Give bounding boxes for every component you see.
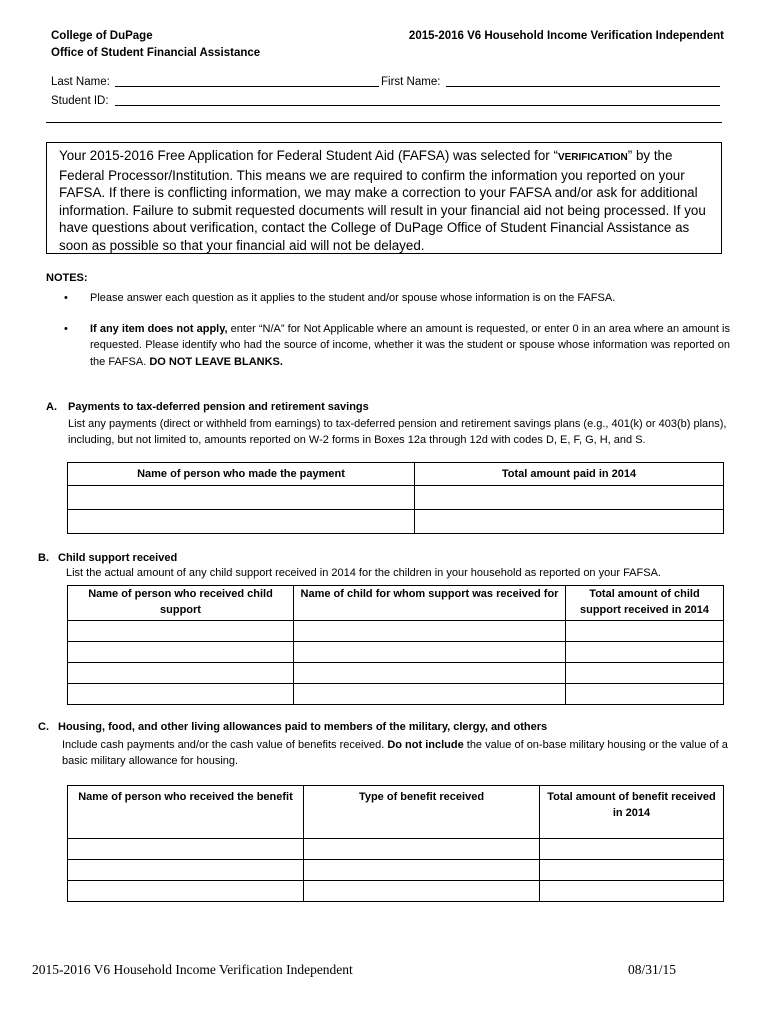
- section-a-description: List any payments (direct or withheld from earnings) to tax-deferred pension and retirement savings plans (e.g., 401(k) or 403(b) plans), including, but not limited to, amounts reported on W-2 forms in Boxes 12a through 12d with codes D, E, F, G, H, and S.: [68, 418, 727, 446]
- table-cell[interactable]: [68, 881, 304, 902]
- section-c-title: Housing, food, and other living allowances paid to members of the military, clergy, and others: [58, 721, 548, 733]
- table-cell[interactable]: [415, 486, 724, 510]
- section-c-letter: C.: [38, 721, 49, 733]
- verification-notice: Your 2015-2016 Free Application for Federal Student Aid (FAFSA) was selected for “VERIFICATION” by the Federal Processor/Institution. This means we are required to confirm the information you reported on your FAFSA. If there is conflicting information, we may make a correction to your FAFSA and/or ask for additional information. Failure to submit requested documents will result in your financial aid not being processed. If you have questions about verification, contact the College of DuPage Office of Student Financial Assistance as soon as possible so that your financial aid will not be delayed.: [46, 142, 722, 254]
- section-b-col-amount: Total amount of child support received in 2014: [566, 586, 724, 621]
- note-item: • If any item does not apply, enter “N/A” for Not Applicable where an amount is requested, or enter 0 in an area where an amount is requested. Please identify who had the source of income, whether it was the student or spouse whose information was reported on the FAFSA. DO NOT LEAVE BLANKS.: [64, 323, 730, 368]
- bullet-icon: •: [64, 323, 68, 335]
- table-cell[interactable]: [68, 486, 415, 510]
- table-cell[interactable]: [566, 621, 724, 642]
- table-cell[interactable]: [566, 663, 724, 684]
- table-cell[interactable]: [540, 839, 724, 860]
- table-cell[interactable]: [540, 881, 724, 902]
- bullet-icon: •: [64, 292, 68, 304]
- section-c-col-type: Type of benefit received: [304, 786, 540, 839]
- table-cell[interactable]: [304, 881, 540, 902]
- section-c-table: [67, 785, 724, 902]
- section-a-title: Payments to tax-deferred pension and retirement savings: [68, 401, 369, 413]
- table-cell[interactable]: [68, 510, 415, 534]
- table-cell[interactable]: [294, 621, 566, 642]
- section-a-col-amount: Total amount paid in 2014: [415, 463, 724, 486]
- table-cell[interactable]: [294, 642, 566, 663]
- section-b-table: [67, 585, 724, 705]
- section-c-col-recipient: Name of person who received the benefit: [68, 786, 304, 839]
- student-id-field[interactable]: [115, 105, 720, 106]
- footer-title: 2015-2016 V6 Household Income Verification Independent: [32, 962, 353, 977]
- table-cell[interactable]: [566, 642, 724, 663]
- first-name-field[interactable]: [446, 86, 720, 87]
- last-name-field[interactable]: [115, 86, 379, 87]
- section-b-title: Child support received: [58, 552, 178, 564]
- table-cell[interactable]: [294, 684, 566, 705]
- section-c-description: Include cash payments and/or the cash value of benefits received. Do not include the value of on-base military housing or the value of a basic military allowance for housing.: [62, 739, 728, 767]
- table-cell[interactable]: [566, 684, 724, 705]
- note-item: • Please answer each question as it applies to the student and/or spouse whose information is on the FAFSA.: [60, 290, 730, 306]
- footer-date: 08/31/15: [628, 962, 677, 977]
- section-b-description: List the actual amount of any child support received in 2014 for the children in your household as reported on your FAFSA.: [66, 567, 661, 579]
- table-cell[interactable]: [415, 510, 724, 534]
- section-b-col-recipient: Name of person who received child support: [68, 586, 294, 621]
- section-a-col-name: Name of person who made the payment: [68, 463, 415, 486]
- notes-list-2: [60, 321, 730, 370]
- table-cell[interactable]: [68, 642, 294, 663]
- student-id-label: Student ID:: [51, 95, 109, 107]
- last-name-label: Last Name:: [51, 76, 110, 88]
- section-a-table: [67, 462, 724, 534]
- table-cell[interactable]: [68, 663, 294, 684]
- table-cell[interactable]: [68, 684, 294, 705]
- first-name-label: First Name:: [381, 76, 441, 88]
- table-cell[interactable]: [68, 860, 304, 881]
- notes-list: [60, 290, 730, 306]
- section-b-col-child: Name of child for whom support was received for: [294, 586, 566, 621]
- table-cell[interactable]: [540, 860, 724, 881]
- section-b-letter: B.: [38, 552, 49, 564]
- verification-keyword: VERIFICATION: [557, 152, 628, 163]
- table-cell[interactable]: [68, 839, 304, 860]
- table-cell[interactable]: [304, 839, 540, 860]
- form-title: 2015-2016 V6 Household Income Verification Independent: [408, 30, 724, 42]
- header-divider: [46, 122, 722, 123]
- notes-heading: NOTES:: [46, 272, 88, 284]
- section-c-col-amount: Total amount of benefit received in 2014: [540, 786, 724, 839]
- college-name: College of DuPage: [51, 30, 153, 42]
- section-a-letter: A.: [46, 401, 57, 413]
- office-name: Office of Student Financial Assistance: [51, 47, 261, 59]
- table-cell[interactable]: [68, 621, 294, 642]
- table-cell[interactable]: [304, 860, 540, 881]
- table-cell[interactable]: [294, 663, 566, 684]
